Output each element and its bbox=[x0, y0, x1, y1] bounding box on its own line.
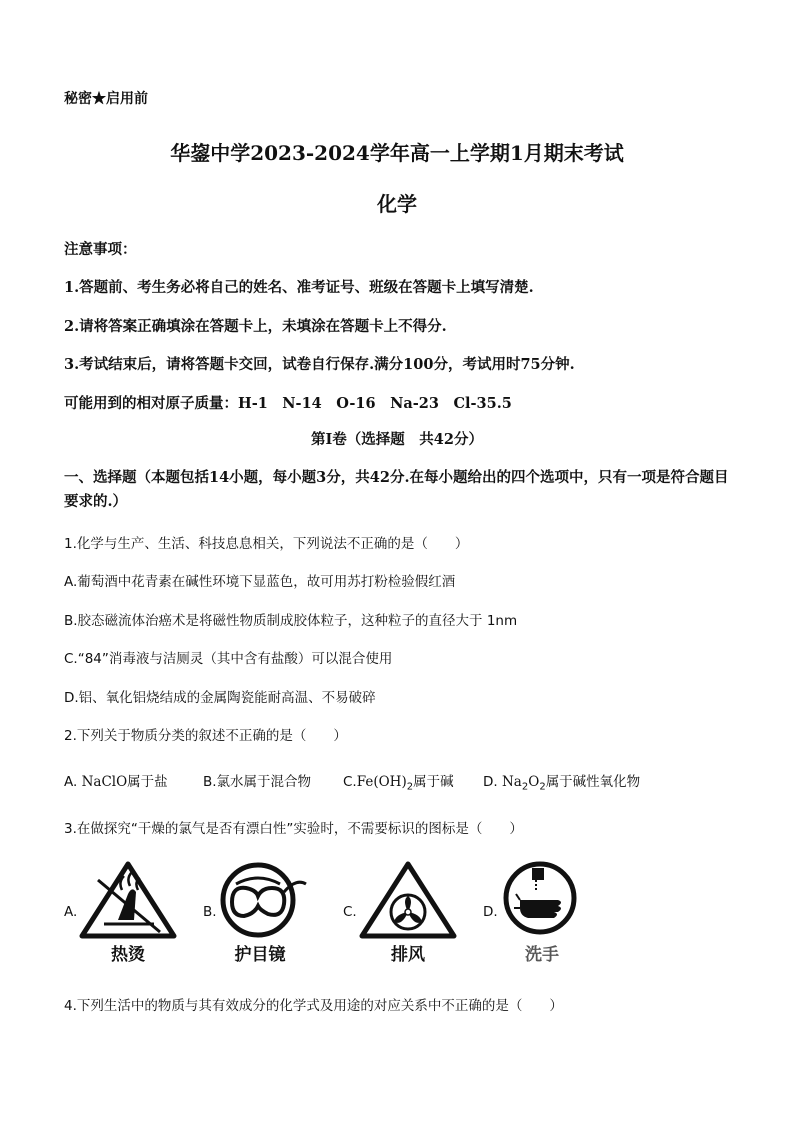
section-title: 第Ⅰ卷（选择题 共42分） bbox=[311, 431, 483, 448]
q3-option-a bbox=[78, 860, 178, 970]
q3-option-b-label: 护目镜 bbox=[234, 945, 286, 965]
fan-icon bbox=[358, 860, 458, 940]
q4-stem: 4.下列生活中的物质与其有效成分的化学式及用途的对应关系中不正确的是（ ） bbox=[64, 998, 563, 1014]
q2-option-b: B.氯水属于混合物 bbox=[203, 774, 312, 790]
q2-option-a: A. NaClO属于盐 bbox=[64, 774, 168, 790]
q3-option-c bbox=[358, 860, 458, 970]
q3-stem: 3.在做探究“干燥的氯气是否有漂白性”实验时，不需要标识的图标是（ ） bbox=[64, 821, 523, 837]
part-heading: 一、选择题（本题包括14小题，每小题3分，共42分.在每小题给出的四个选项中，只有一项是符合题目要求的.） bbox=[64, 469, 729, 510]
goggles-icon bbox=[210, 860, 310, 940]
q1-option-a: A.葡萄酒中花青素在碱性环境下显蓝色，故可用苏打粉检验假红酒 bbox=[64, 574, 456, 590]
notice-item-1: 1.答题前、考生务必将自己的姓名、准考证号、班级在答题卡上填写清楚. bbox=[64, 279, 534, 296]
q1-option-c: C.“84”消毒液与洁厕灵（其中含有盐酸）可以混合使用 bbox=[64, 651, 393, 667]
q3-option-a-label: 热烫 bbox=[111, 945, 145, 965]
hand-wash-icon bbox=[492, 860, 592, 940]
notice-heading: 注意事项： bbox=[64, 241, 137, 258]
confidential-mark: 秘密★启用前 bbox=[64, 91, 148, 107]
q3-option-b bbox=[210, 860, 310, 970]
hot-surface-icon bbox=[78, 860, 178, 940]
q1-option-d: D.铝、氧化铝烧结成的金属陶瓷能耐高温、不易破碎 bbox=[64, 690, 376, 706]
q3-option-d-letter: D. bbox=[483, 904, 498, 920]
q3-option-a-letter: A. bbox=[64, 904, 78, 920]
notice-item-2: 2.请将答案正确填涂在答题卡上，未填涂在答题卡上不得分. bbox=[64, 318, 447, 335]
q3-option-d bbox=[492, 860, 592, 970]
q1-stem: 1.化学与生产、生活、科技息息相关，下列说法不正确的是（ ） bbox=[64, 536, 469, 552]
q3-option-c-label: 排风 bbox=[391, 945, 425, 965]
q2-option-d: D. $Na_2O_2$属于碱性氧化物 bbox=[483, 774, 641, 793]
exam-title: 华鋆中学2023-2024学年高一上学期1月期末考试 bbox=[170, 141, 624, 165]
q3-option-b-letter: B. bbox=[203, 904, 217, 920]
q1-option-b: B.胶态磁流体治癌术是将磁性物质制成胶体粒子，这种粒子的直径大于 1nm bbox=[64, 613, 518, 629]
subject-title: 化学 bbox=[377, 192, 417, 216]
q2-option-c: $C.Fe(OH)_2$属于碱 bbox=[343, 774, 454, 793]
q2-stem: 2.下列关于物质分类的叙述不正确的是（ ） bbox=[64, 728, 347, 744]
q3-option-c-letter: C. bbox=[343, 904, 357, 920]
atomic-mass-line: 可能用到的相对原子质量：H-1 N-14 O-16 Na-23 Cl-35.5 bbox=[64, 395, 512, 412]
q3-option-d-label: 洗手 bbox=[525, 945, 559, 965]
notice-item-3: 3.考试结束后，请将答题卡交回，试卷自行保存.满分100分，考试用时75分钟. bbox=[64, 356, 575, 373]
